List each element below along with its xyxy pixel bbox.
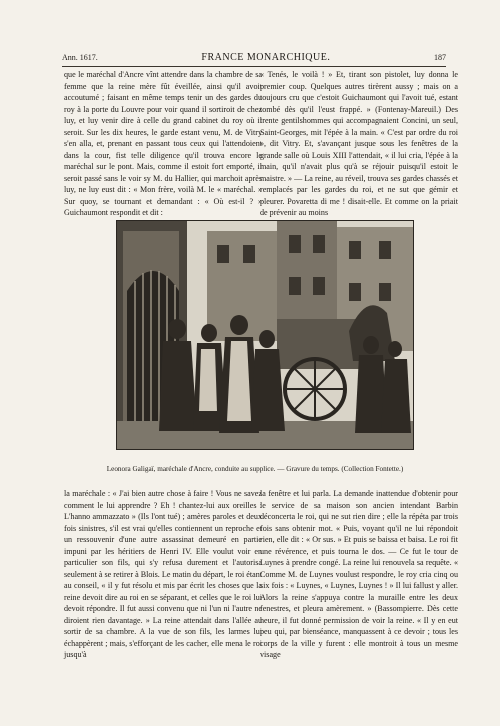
paragraph: que le maréchal d'Ancre vînt attendre dans la chambre de sa femme que la reine mère fût éveillée, ainsi qu'il avoit accoutumé ; faisant en même temps tenir un des gardes du roy à la porte du Louvre pour voir quand il sortiroit de chez luy, et luy venir dire à celle du grand cabinet du roy où il seroit. Sur les dix heures, le garde estant venu, M. de Vitry s'en alla, et, prenant en passant tous ceux qui l'attendoient dans la cour, fist telle diligence qu'il trouva encore le maréchal sur le pont. Mais, comme il estoit fort emporté, il seroit passé sans le voir sy M. du Hallier, qui marchoit après luy, ne luy eust dit : « Mon frère, voilà M. le « maréchal. » Sur quoy, se tournant et demandant : « Où est-il ? » Guichaumont respondit et dit :	[64, 70, 262, 217]
running-head-title: FRANCE MONARCHIQUE.	[201, 52, 331, 63]
text-column-bottom-right	[260, 488, 458, 661]
header-rule	[62, 66, 446, 67]
paragraph: « Tenés, le voilà ! » Et, tirant son pistolet, luy donna le premier coup. Quelques autres tirèrent aussy ; mais on a toujours cru que c'estoit Guichaumont qui l'avoit tué, estant tombé dès qu'il l'eust frappé. » (Fontenay-Mareuil.) Des trente gentilshommes qui accompagnaient Concini, un seul, Saint-Georges, mit l'épée à la main. « C'est par ordre du roi », dit Vitry. Et, s'avançant jusque sous les fenêtres de la grande salle où Louis XIII l'attendait, « il lui cria, l'épée à la main, qu'il n'avait plus qu'à se réjouir puisqu'il estoit le maistre. » — La reine, au réveil, trouva ses gardes chassés et remplacés par les gardes du roi, et ne sut que gémir et pleurer. Povaretta di me ! disait-elle. Et comme on la priait de prévenir au moins	[260, 70, 458, 217]
running-head	[62, 52, 446, 66]
text-column-bottom-left	[64, 488, 262, 661]
page-number: 187	[433, 53, 446, 62]
figure-caption: Leonora Galigaï, maréchale d'Ancre, conduite au supplice. — Gravure du temps. (Collection Fontette.)	[106, 465, 404, 473]
engraving-drawing	[117, 221, 413, 449]
engraving-illustration	[116, 220, 414, 450]
text-column-top-right	[260, 69, 458, 219]
running-head-year: Ann. 1617.	[62, 53, 98, 62]
paragraph: la fenêtre et lui parla. La demande inattendue d'obtenir pour le service de sa maison son ancien intendant Barbin déconcerta le roi, qui ne sut rien dire ; elle la répéta par trois fois sans obtenir mot. « Puis, voyant qu'il ne lui répondoit rien, elle dit : « Or sus. » Et puis se baissa et baisa. Le roi fit une révérence, et puis tourna le dos. — Ce fut le tour de Luynes à prendre congé. La reine lui renouvela sa requête. « Comme M. de Luynes voulust respondre, le roy cria cinq ou six fois : « Luynes, « Luynes, Luynes ! » Il lui fallust y aller. Alors la reine s'appuya contre la muraille entre les deux fenestres, et pleura amèrement. » (Bassompierre. Dès cette heure, il fut donné permission de voir la reine. « Il y en eut peu qui, par bienséance, manquassent à ce devoir ; tous les corps de la ville y furent : elle montroit à tous un mesme visage	[260, 489, 458, 659]
paragraph: la maréchale : « J'ai bien autre chose à faire ! Vous ne savez comment le lui apprendre ? Eh ! chantez-lui aux oreilles : L'hanno ammazzato » (Ils l'ont tué) ; amères paroles et deux fois sinistres, s'il est vrai qu'elles contiennent un reproche et un ressouvenir d'une autre assassinat demeuré en partie impuni par les héritiers de Henri IV. Elle voulut voir en particulier son fils, qui s'y refusa durement et l'autorisa seulement à se retirer à Blois. Le matin du départ, le roi étant au conseil, « il y fut résolu et mis par écrit les choses que la reine devoit dire au roi en se séparant, et celles que le roi lui devoit répondre. Il fut aussi convenu que ni l'un ni l'autre ne diroient rien davantage. » La reine attendait dans l'allée au sortir de sa chambre. A la vue de son fils, les larmes lui échappèrent ; mais, s'efforçant de les cacher, elle mena le roi jusqu'à	[64, 489, 262, 659]
text-column-top-left	[64, 69, 262, 219]
